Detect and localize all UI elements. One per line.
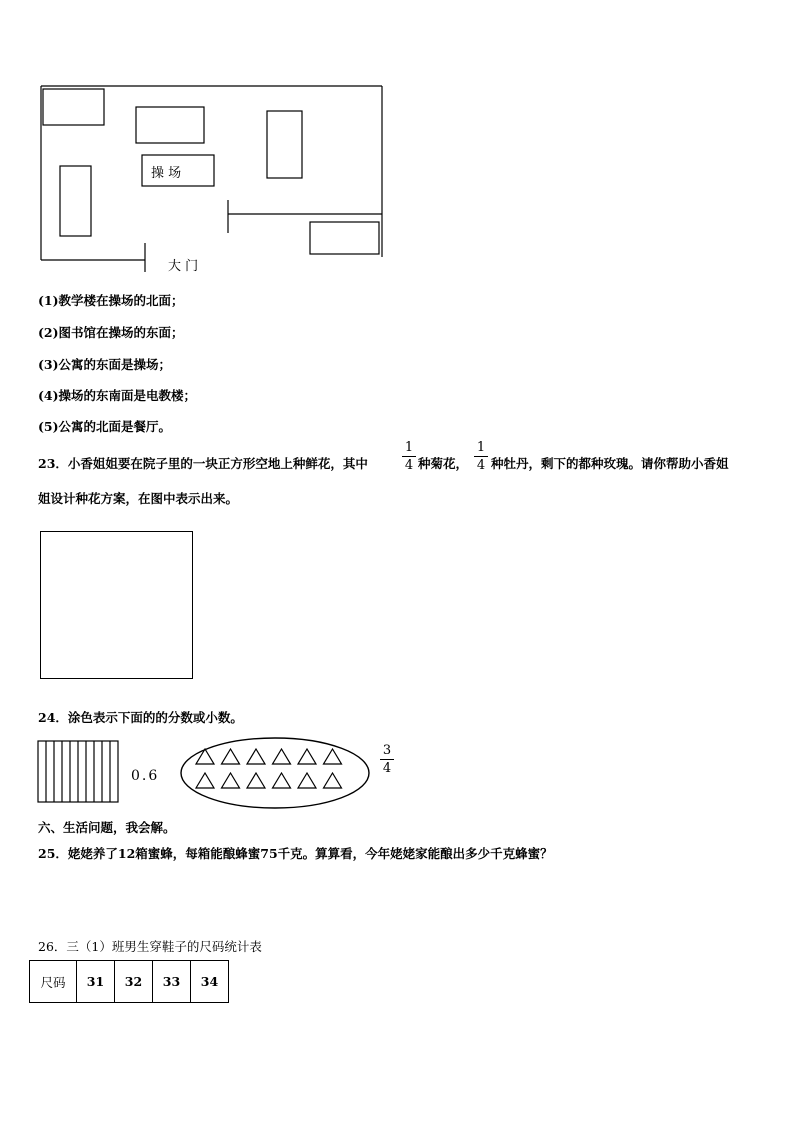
q24-stripe-rectangle <box>37 740 119 803</box>
q25-text: 25．姥姥养了12箱蜜蜂，每箱能酿蜂蜜75千克。算算看，今年姥姥家能酿出多少千克蜂蜜？ <box>38 846 553 861</box>
oval-outline <box>181 738 369 808</box>
building-top-center <box>136 107 204 143</box>
q26-title: 26．三（1）班男生穿鞋子的尺码统计表 <box>38 939 262 954</box>
building-bottom-right <box>310 222 379 254</box>
q24-triangle-oval <box>179 736 371 810</box>
table-cell: 31 <box>77 961 115 1003</box>
triangle <box>273 749 291 764</box>
triangle <box>222 749 240 764</box>
q23-text-part1: 23．小香姐姐要在院子里的一块正方形空地上种鲜花，其中 <box>38 456 368 471</box>
triangle <box>324 749 342 764</box>
triangle <box>273 773 291 788</box>
shoe-size-table <box>29 960 229 1003</box>
q23-fraction-1: 1 4 <box>402 441 416 472</box>
statement-4: (4)操场的东南面是电教楼； <box>38 388 197 403</box>
statement-3: (3)公寓的东面是操场； <box>38 357 172 372</box>
table-cell: 32 <box>115 961 153 1003</box>
statement-5: (5)公寓的北面是餐厅。 <box>38 419 172 434</box>
triangle <box>196 749 214 764</box>
triangle <box>298 773 316 788</box>
q23-text-part2: 种菊花， <box>418 456 469 471</box>
q23-text-line2: 姐设计种花方案，在图中表示出来。 <box>38 491 239 506</box>
q24-text: 24．涂色表示下面的的分数或小数。 <box>38 710 243 725</box>
playground-label: 操 场 <box>151 166 182 181</box>
q24-decimal-label: 0.6 <box>131 768 160 784</box>
triangle <box>324 773 342 788</box>
section-6-heading: 六、生活问题，我会解。 <box>38 820 176 835</box>
triangle <box>247 773 265 788</box>
campus-map <box>0 0 794 290</box>
table-cell: 34 <box>191 961 229 1003</box>
table-cell: 33 <box>153 961 191 1003</box>
gate-label: 大 门 <box>168 259 199 274</box>
q23-text-part3: 种牡丹，剩下的都种玫瑰。请你帮助小香姐 <box>491 456 729 471</box>
q23-square-plot <box>40 531 193 679</box>
statement-2: (2)图书馆在操场的东面； <box>38 325 184 340</box>
triangle <box>298 749 316 764</box>
building-right-tall <box>267 111 302 178</box>
building-top-left <box>43 89 104 125</box>
statement-1: (1)教学楼在操场的北面； <box>38 293 184 308</box>
table-row <box>30 961 229 1003</box>
triangle <box>247 749 265 764</box>
triangle <box>196 773 214 788</box>
q24-fraction: 3 4 <box>380 744 394 775</box>
building-left-tall <box>60 166 91 236</box>
q23-fraction-2: 1 4 <box>474 441 488 472</box>
triangle <box>222 773 240 788</box>
table-header-cell: 尺码 <box>30 961 77 1003</box>
